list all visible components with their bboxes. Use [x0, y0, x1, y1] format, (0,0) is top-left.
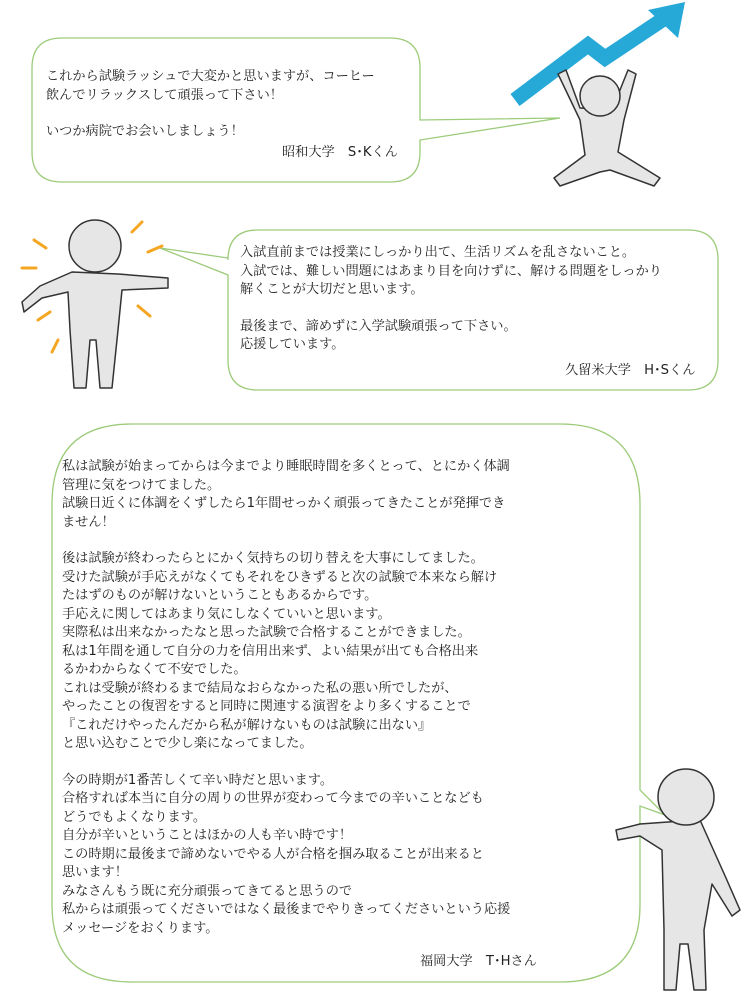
- message-2-paragraph-2: 最後まで、諦めずに入学試験頑張って下さい。 応援しています。: [240, 318, 517, 352]
- message-3-paragraph-3: 今の時期が1番苦しくて辛い時だと思います。 合格すれば本当に自分の周りの世界が変わって今までの辛いことなども どうでもよくなります。 自分が辛いということはほかの人も辛い時です！ この時期に最後まで諦めないでやる人が合格を掴み取ることが出来ると 思います！ みなさんもう既に充分頑張ってきてると思うので 私からは頑張ってくださいではなく最後までやりきってくださいという応援 メッセージをおくります。: [62, 772, 511, 936]
- message-3-paragraph-1: 私は試験が始まってからは今までより睡眠時間を多くとって、とにかく体調 管理に気をつけてました。 試験日近くに体調をくずしたら1年間せっかく頑張ってきたことが発揮でき ません！: [62, 459, 510, 530]
- message-2-signature: 久留米大学 H･Sくん: [565, 363, 696, 378]
- message-1-paragraph-1: これから試験ラッシュで大変かと思いますが、コーヒー 飲んでリラックスして頑張って下さい！: [46, 69, 375, 103]
- message-3-signature: 福岡大学 T･Hさん: [420, 954, 537, 969]
- message-3-paragraph-2: 後は試験が終わったらとにかく気持ちの切り替えを大事にしてました。 受けた試験が手応えがなくてもそれをひきずると次の試験で本来なら解け たはずのものが解けないということもあるからです。 手応えに関してはあまり気にしなくていいと思います。 実際私は出来なかったなと思った試験で合格することができました。 私は1年間を通して自分の力を信用出来ず、よい結果が出ても合格出来 るかわからなくて不安でした。 これは受験が終わるまで結局なおらなかった私の悪い所でしたが、 やったことの復習をすると同時に関連する演習をより多くすることで 『これだけやったんだから私が解けないものは試験に出ない』 と思い込むことで少し楽になってました。: [62, 551, 498, 751]
- message-2-paragraph-1: 入試直前までは授業にしっかり出て、生活リズムを乱さないこと。 入試では、難しい問題にはあまり目を向けずに、解ける問題をしっかり 解くことが大切だと思います。: [240, 245, 662, 297]
- message-1-paragraph-2: いつか病院でお会いしましょう！: [46, 124, 244, 139]
- cheering-figure: [554, 70, 660, 186]
- message-2: [240, 244, 710, 355]
- message-3: [62, 458, 637, 938]
- message-1: [46, 68, 416, 142]
- message-1-signature: 昭和大学 S･Kくん: [282, 145, 398, 160]
